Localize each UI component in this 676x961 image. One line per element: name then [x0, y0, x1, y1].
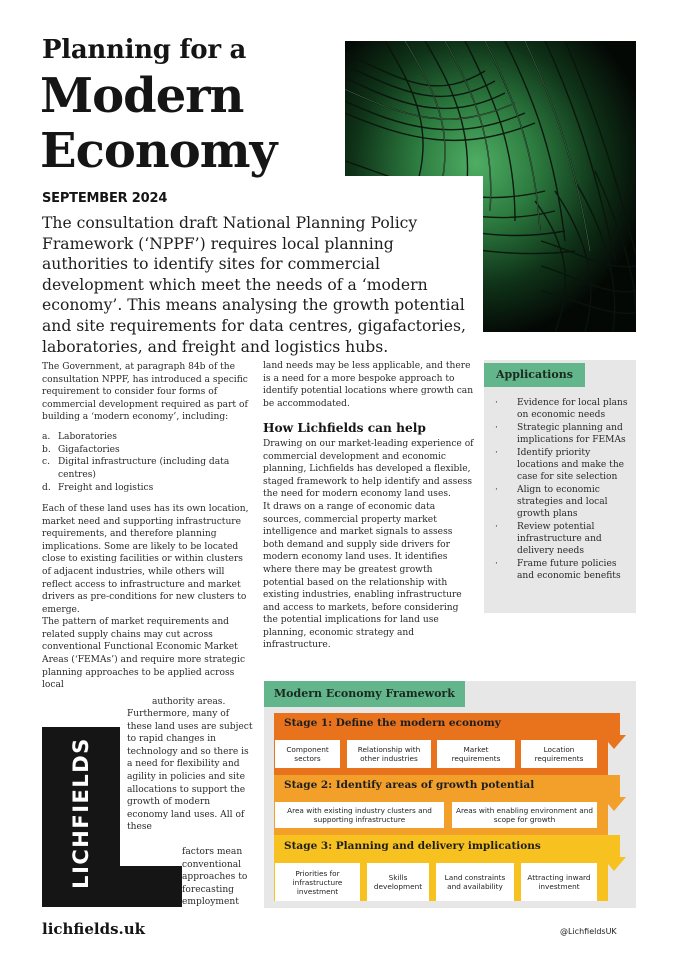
bullet-icon: ·	[495, 398, 498, 408]
list-item	[42, 482, 254, 495]
stage-1-box: Market requirements	[437, 740, 515, 768]
stage-3-box: Skills development	[367, 863, 429, 901]
footer-twitter-handle[interactable]: @LichfieldsUK	[560, 927, 617, 936]
lichfields-logo-foot	[120, 866, 182, 907]
list-item: · Strategic planning and implications for FEMAs	[490, 422, 630, 446]
section-heading: How Lichfields can help	[263, 421, 426, 436]
bullet-icon: ·	[495, 559, 498, 570]
body-paragraph: It draws on a range of economic data sources, commercial property market intelligence and market signals to assess both demand and supply side drivers for modern economy land uses. It identifies where there may be greatest growth potential based on the relationship with existing industries, enabling infrastructure and access to markets, before considering the potential implications for land use planning, economic strategy and infrastructure.	[263, 501, 462, 651]
body-paragraph: The Government, at paragraph 84b of the consultation NPPF, has introduced a specific requirement to consider four forms of commercial development required as part of building a ‘modern economy’, including:	[42, 362, 248, 423]
applications-heading: Applications	[484, 363, 585, 387]
list-letter: b.	[42, 444, 51, 455]
stage-1-box: Relationship with other industries	[347, 740, 431, 768]
publication-date: SEPTEMBER 2024	[42, 191, 168, 206]
stage-2-title: Stage 2: Identify areas of growth potential	[284, 779, 535, 791]
bullet-icon: ·	[495, 422, 498, 433]
land-use-list	[42, 431, 254, 495]
stage-2-box: Areas with enabling environment and scope for growth	[452, 802, 597, 828]
list-text: Digital infrastructure (including data centres)	[58, 457, 230, 480]
body-paragraph: Furthermore, many of these land uses are subject to rapid changes in technology and so there is a need for flexibility and agility in policies and site allocations to support the growth of modern economy land uses. All of these	[127, 709, 253, 833]
list-letter: d.	[42, 483, 51, 494]
stage-1-box: Component sectors	[275, 740, 340, 768]
list-item	[42, 444, 254, 457]
bullet-icon: ·	[495, 522, 498, 533]
list-item: · Evidence for local plans on economic needs	[490, 397, 630, 421]
stage-2-box: Area with existing industry clusters and supporting infrastructure	[275, 802, 444, 828]
stage-3-title: Stage 3: Planning and delivery implications	[284, 840, 541, 852]
body-paragraph: Each of these land uses has its own location, market need and supporting infrastructure requirements, and therefore planning implications. Some are likely to be located close to existing facilities or within clusters of adjacent industries, while others will reflect access to infrastructure and market drivers as pre-conditions for new clusters to emerge.	[42, 503, 249, 615]
body-paragraph-wrap: authority areas.	[152, 697, 226, 707]
body-paragraph: Drawing on our market-leading experience of commercial development and economic planning, Lichfields has developed a flexible, staged framework to help identify and assess the need for modern economy land uses.	[263, 438, 474, 500]
list-text: Laboratories	[58, 431, 117, 442]
stage-1-title: Stage 1: Define the modern economy	[284, 717, 501, 729]
body-paragraph-wrap: factors mean conventional approaches to forecasting employment	[182, 847, 248, 908]
stage-3-box: Land constraints and availability	[436, 863, 514, 901]
stage-3-box: Priorities for infrastructure investment	[275, 863, 360, 901]
stage-1-box: Location requirements	[521, 740, 597, 768]
list-item: · Frame future policies and economic benefits	[490, 558, 630, 582]
framework-heading: Modern Economy Framework	[264, 681, 465, 707]
list-text: Gigafactories	[58, 444, 120, 455]
list-item: · Identify priority locations and make the case for site selection	[490, 447, 630, 484]
list-item	[42, 456, 254, 481]
list-item: · Align to economic strategies and local growth plans	[490, 484, 630, 521]
applications-list	[490, 397, 630, 583]
title-line-2: Modern	[40, 68, 244, 124]
list-text: Freight and logistics	[58, 483, 154, 494]
list-item	[42, 431, 254, 444]
body-paragraph: The pattern of market requirements and related supply chains may cut across conventional Functional Economic Market Areas (‘FEMAs’) and require more strategic planning approaches to be applied across local	[42, 617, 246, 691]
body-column-1	[42, 361, 254, 692]
lichfields-logo-text: LICHFIELDS	[69, 737, 93, 889]
list-item: · Review potential infrastructure and delivery needs	[490, 521, 630, 558]
title-line-3: Economy	[40, 123, 277, 179]
stage-3-box: Attracting inward investment	[521, 863, 597, 901]
list-letter: a.	[42, 431, 51, 442]
intro-paragraph: The consultation draft National Planning Policy Framework (‘NPPF’) requires local planning authorities to identify sites for commercial development which meet the needs of a ‘modern economy’. This means analysing the growth potential and site requirements for data centres, gigafactories, laboratories, and freight and logistics hubs.	[42, 214, 466, 356]
list-letter: c.	[42, 457, 50, 468]
title-line-1: Planning for a	[42, 35, 247, 65]
body-paragraph: land needs may be less applicable, and there is a need for a more bespoke approach to identify potential locations where growth can be accommodated.	[263, 361, 474, 409]
footer-website-link[interactable]: lichfields.uk	[42, 920, 146, 938]
bullet-icon: ·	[495, 484, 498, 495]
body-column-2	[263, 360, 475, 652]
bullet-icon: ·	[495, 447, 498, 458]
